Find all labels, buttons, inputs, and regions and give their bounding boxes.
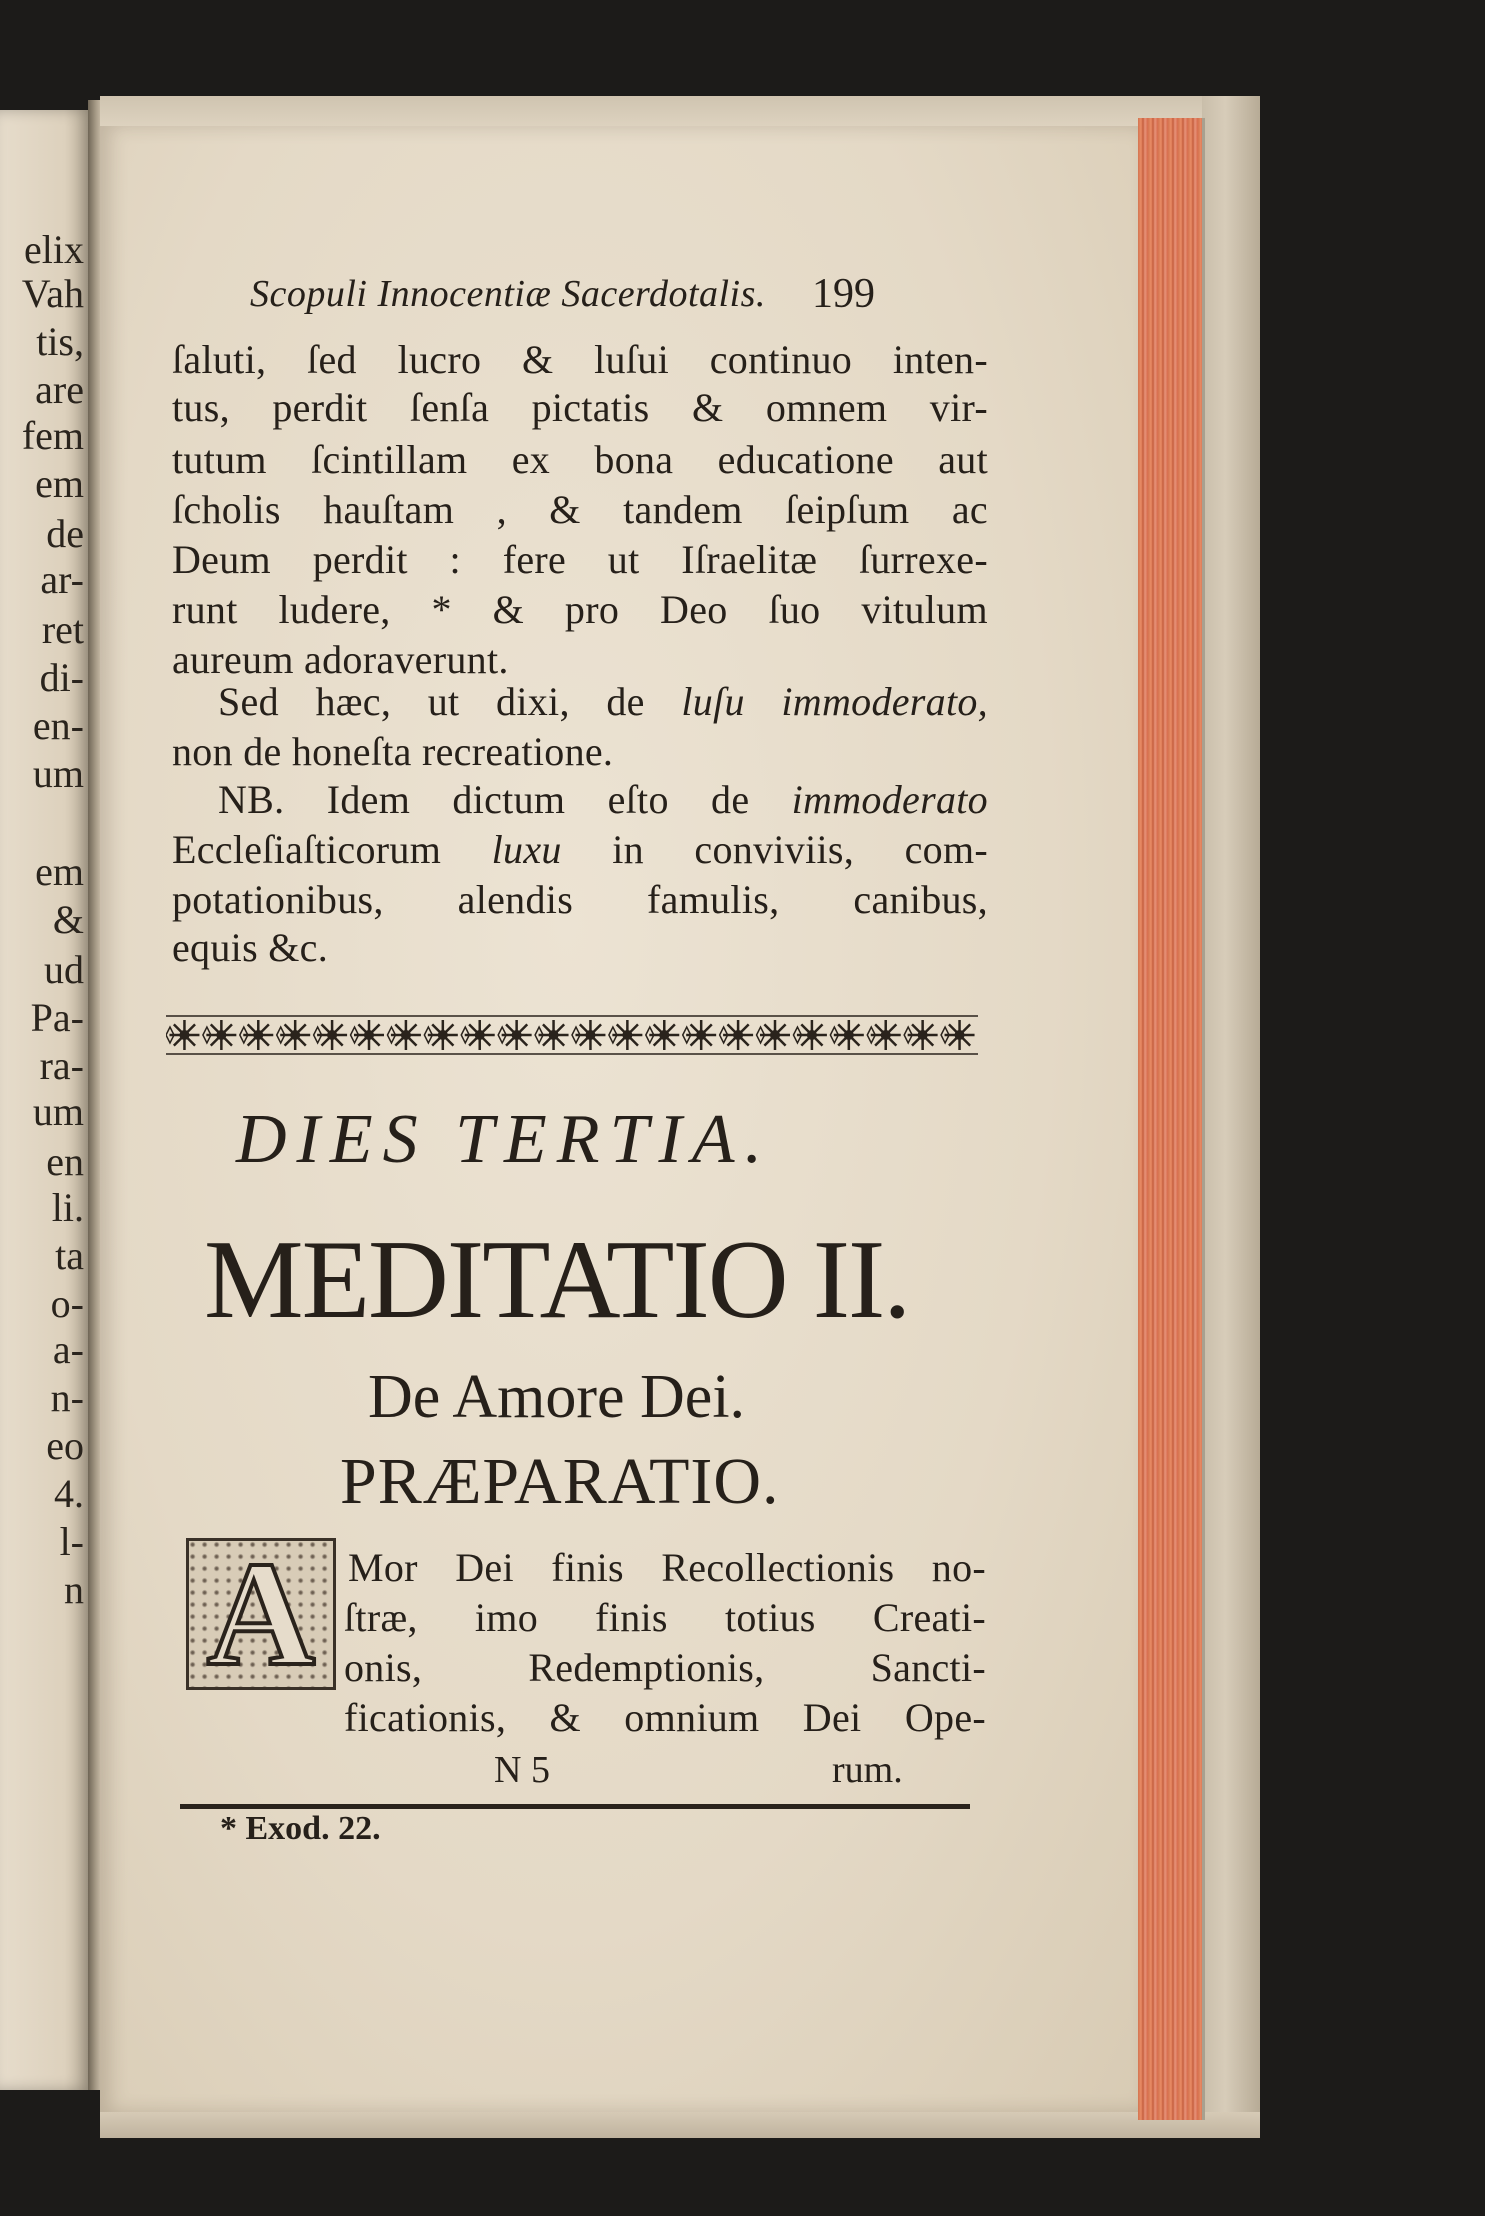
left-page-fragment: um: [32, 1089, 84, 1134]
ornament-motif: [535, 1020, 568, 1050]
ornament-motif: [904, 1020, 937, 1050]
body-word: &: [691, 385, 724, 430]
body-line: [218, 678, 988, 725]
left-page-fragment: n: [64, 1567, 84, 1612]
body-word: ut: [427, 679, 460, 724]
book-binding: [1202, 96, 1260, 2138]
body-word: dictum: [452, 777, 566, 822]
body-word: luxu: [491, 827, 562, 872]
footnote-rule: [180, 1804, 970, 1809]
body-word: NB.: [218, 777, 285, 822]
body-word: adoraverunt.: [304, 637, 509, 682]
body-word: non: [172, 729, 244, 774]
left-page-fragment: a-: [52, 1327, 84, 1372]
ornament-motif: [277, 1020, 310, 1050]
ornament-motif: [461, 1020, 494, 1050]
left-page-fragment: ud: [44, 947, 84, 992]
heading-section: PRÆPARATIO.: [340, 1445, 780, 1518]
body-word: ex: [511, 437, 551, 482]
left-page-fragment: ra-: [39, 1043, 84, 1088]
body-word: aut: [938, 437, 988, 482]
body-word: alendis: [457, 877, 574, 922]
body-word: honeſta: [291, 729, 422, 774]
body-word: ,: [496, 487, 507, 532]
left-page-fragment: Vah: [21, 271, 84, 316]
body-word: luſu: [681, 679, 745, 724]
page-number: 199: [812, 271, 875, 317]
ornament-motif: [314, 1020, 347, 1050]
ornament-motif: [609, 1020, 642, 1050]
body-word: potationibus,: [172, 877, 384, 922]
body-line: [172, 486, 988, 533]
ornament-motif: [387, 1020, 420, 1050]
body-word: immoderato: [791, 777, 988, 822]
heading-meditation: MEDITATIO II.: [204, 1218, 910, 1342]
left-page-fragment: em: [35, 461, 84, 506]
book-top-edge: [100, 96, 1260, 126]
body-word: Deum: [172, 537, 271, 582]
body-word: immoderato,: [781, 679, 988, 724]
body-line: [172, 536, 988, 583]
body-word: canibus,: [853, 877, 988, 922]
body-word: :: [449, 537, 461, 582]
body-word: educatione: [717, 437, 894, 482]
ornament-motif: [757, 1020, 790, 1050]
left-page-fragment: um: [32, 751, 84, 796]
body-word: ſuo: [768, 587, 821, 632]
body-word: pictatis: [531, 385, 650, 430]
body-line: [172, 636, 509, 683]
body-line: [172, 924, 328, 971]
body-word: ſaluti,: [172, 337, 267, 382]
ornament-motif: [166, 1020, 199, 1050]
body-word: aureum: [172, 637, 305, 682]
ornament-motif: [830, 1020, 863, 1050]
left-page-fragment: eo: [46, 1423, 84, 1468]
left-page-fragment: &: [52, 897, 84, 942]
body-word: ſeipſum: [785, 487, 910, 532]
body-word: ſenſa: [409, 385, 490, 430]
left-page-fragment: ta: [55, 1233, 84, 1278]
ornament-motif: [683, 1020, 716, 1050]
ornamental-divider: [166, 1012, 978, 1058]
left-page-fragment: en: [46, 1139, 84, 1184]
body-word: eſto: [607, 777, 669, 822]
ornament-motif: [941, 1020, 974, 1050]
body-line: [172, 728, 613, 775]
body-word: ut: [607, 537, 640, 582]
body-word: Idem: [326, 777, 411, 822]
body-word: com-: [904, 827, 988, 872]
catchword: rum.: [832, 1749, 903, 1791]
body-word: perdit: [272, 385, 368, 430]
left-page-fragment: l-: [59, 1519, 84, 1564]
body-line: [218, 776, 988, 823]
body-word: conviviis,: [694, 827, 855, 872]
running-head: Scopuli Innocentiæ Sacerdotalis.: [250, 273, 766, 315]
left-page-fragment: n-: [50, 1375, 84, 1420]
ornament-motif: [793, 1020, 826, 1050]
body-word: &: [521, 337, 554, 382]
left-page-fragment: en-: [32, 703, 84, 748]
body-word: omnem: [765, 385, 888, 430]
left-page-fragment: de: [46, 511, 84, 556]
footnote: * Exod. 22.: [220, 1810, 381, 1847]
body-word: de: [606, 679, 645, 724]
body-word: de: [711, 777, 750, 822]
body-word: runt: [172, 587, 238, 632]
body-word: ſcintillam: [311, 437, 468, 482]
body-word: vitulum: [861, 587, 988, 632]
left-page-fragment: di-: [39, 655, 84, 700]
body-word: in: [612, 827, 644, 872]
ornament-motif: [203, 1020, 236, 1050]
left-page-fragment: ar-: [40, 557, 84, 602]
left-page-fragment: 4.: [54, 1471, 84, 1516]
body-line: [172, 336, 988, 383]
red-page-edges: [1138, 118, 1205, 2120]
body-word: continuo: [709, 337, 853, 382]
body-word: *: [431, 587, 452, 632]
ornament-motif: [646, 1020, 679, 1050]
left-page-fragment: fem: [21, 413, 84, 458]
paragraph-line: onis, Redemptionis, Sancti-: [344, 1645, 986, 1690]
ornament-motif: [240, 1020, 273, 1050]
heading-subject: De Amore Dei.: [368, 1363, 746, 1431]
ornament-motif: [498, 1020, 531, 1050]
ornament-motif: [424, 1020, 457, 1050]
left-page-fragment: elix: [24, 227, 84, 272]
decorated-initial: [186, 1531, 336, 1697]
ornament-motif: [351, 1020, 384, 1050]
body-word: ſcholis: [172, 487, 281, 532]
body-word: &: [549, 487, 581, 532]
left-page-fragment: o-: [50, 1281, 84, 1326]
ornament-motif: [867, 1020, 900, 1050]
body-word: Deo: [660, 587, 728, 632]
body-word: equis: [172, 925, 269, 970]
signature-mark: N 5: [494, 1749, 550, 1791]
body-word: tandem: [623, 487, 743, 532]
left-page-fragment: tis,: [36, 319, 84, 364]
body-word: inten-: [892, 337, 988, 382]
body-word: Sed: [218, 679, 279, 724]
ornament-motif: [572, 1020, 605, 1050]
body-word: fere: [502, 537, 567, 582]
paragraph-line: ficationis, & omnium Dei Ope-: [344, 1695, 986, 1740]
body-word: recreatione.: [422, 729, 614, 774]
body-word: ac: [951, 487, 988, 532]
body-line: [172, 826, 988, 873]
body-line: [172, 384, 988, 431]
book-bottom-edge: [100, 2112, 1260, 2138]
body-word: ſed: [307, 337, 357, 382]
paragraph-line: Mor Dei finis Recollectionis no-: [348, 1545, 986, 1590]
ornament-motif: [720, 1020, 753, 1050]
body-word: &: [492, 587, 525, 632]
body-word: vir-: [929, 385, 988, 430]
body-word: hauſtam: [323, 487, 455, 532]
body-word: pro: [564, 587, 620, 632]
left-page-fragment: Pa-: [30, 995, 84, 1040]
body-word: Eccleſiaſticorum: [172, 827, 442, 872]
paragraph-line: ſtræ, imo finis totius Creati-: [344, 1595, 986, 1640]
body-line: [172, 436, 988, 483]
left-page-fragment: em: [35, 849, 84, 894]
heading-day: DIES TERTIA.: [236, 1101, 773, 1178]
body-word: luſui: [594, 337, 669, 382]
body-word: bona: [594, 437, 674, 482]
body-word: perdit: [312, 537, 408, 582]
left-page-fragment: ret: [41, 607, 84, 652]
body-word: de: [243, 729, 292, 774]
left-page-fragment: are: [35, 367, 84, 412]
body-word: &c.: [268, 925, 329, 970]
body-word: tus,: [172, 385, 230, 430]
body-word: lucro: [397, 337, 482, 382]
body-word: hæc,: [315, 679, 392, 724]
drop-cap-letter: A: [206, 1531, 316, 1697]
body-line: [172, 876, 988, 923]
left-facing-page: [0, 110, 92, 2090]
body-word: dixi,: [496, 679, 570, 724]
left-page-fragment: li.: [51, 1185, 84, 1230]
body-word: Iſraelitæ: [681, 537, 818, 582]
body-word: tutum: [172, 437, 267, 482]
body-word: famulis,: [647, 877, 780, 922]
body-word: ludere,: [278, 587, 391, 632]
body-word: ſurrexe-: [858, 537, 988, 582]
body-line: [172, 586, 988, 633]
